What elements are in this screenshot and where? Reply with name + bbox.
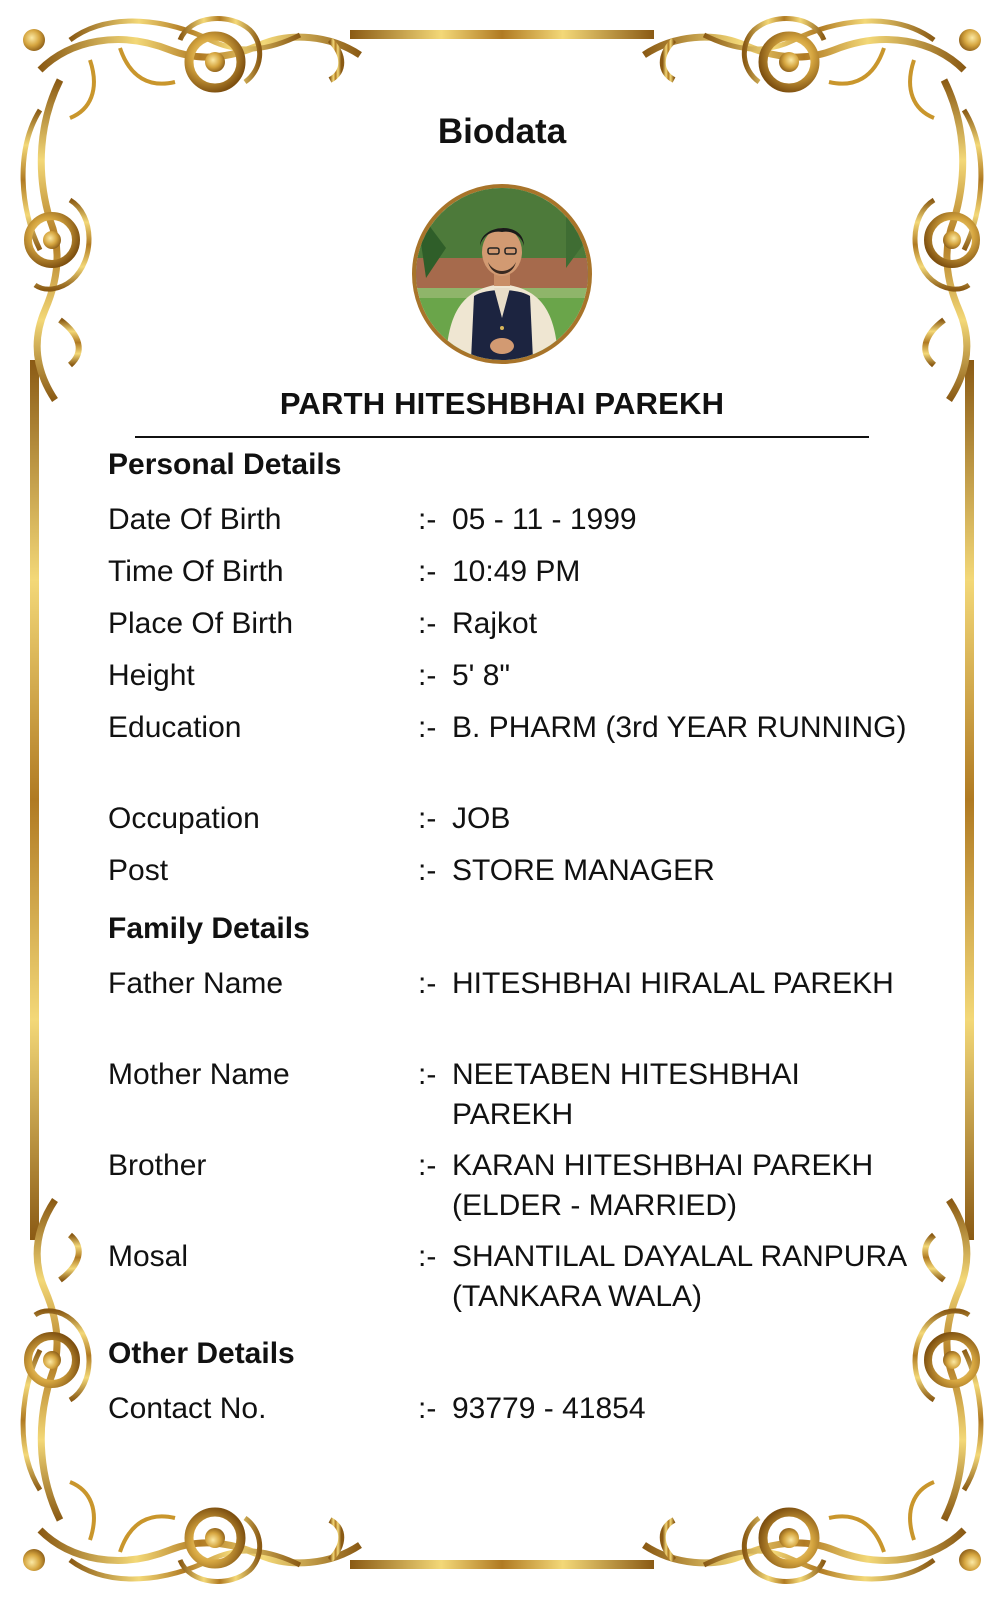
- family-details-heading: Family Details: [108, 912, 310, 945]
- row-value: HITESHBHAI HIRALAL PAREKH: [452, 967, 894, 1000]
- other-details-heading: Other Details: [108, 1337, 295, 1370]
- row-value: STORE MANAGER: [452, 854, 715, 887]
- profile-photo-icon: [416, 188, 588, 360]
- row-label: Mother Name: [108, 1058, 290, 1091]
- row-label: Contact No.: [108, 1392, 267, 1425]
- row-separator: :-: [418, 802, 437, 835]
- row-value: SHANTILAL DAYALAL RANPURA (TANKARA WALA): [452, 1240, 906, 1313]
- row-label: Height: [108, 659, 195, 692]
- row-label: Post: [108, 854, 169, 887]
- document-title: Biodata: [437, 112, 567, 151]
- row-value: 93779 - 41854: [452, 1392, 646, 1425]
- personal-details-heading: Personal Details: [108, 448, 342, 481]
- profile-photo: [412, 184, 592, 364]
- row-label: Place Of Birth: [108, 607, 294, 640]
- row-label: Education: [108, 711, 242, 744]
- row-label: Brother: [108, 1149, 207, 1182]
- row-value: 10:49 PM: [452, 555, 581, 588]
- row-separator: :-: [418, 555, 437, 588]
- row-separator: :-: [418, 1058, 437, 1091]
- row-separator: :-: [418, 1149, 437, 1182]
- row-value: 05 - 11 - 1999: [452, 503, 637, 536]
- row-value: JOB: [452, 802, 511, 835]
- row-separator: :-: [418, 503, 437, 536]
- row-value: KARAN HITESHBHAI PAREKH (ELDER - MARRIED): [452, 1149, 874, 1222]
- row-separator: :-: [418, 967, 437, 1000]
- row-separator: :-: [418, 1240, 437, 1273]
- row-value: Rajkot: [452, 607, 538, 640]
- candidate-name: PARTH HITESHBHAI PAREKH: [279, 386, 725, 421]
- row-value: B. PHARM (3rd YEAR RUNNING): [452, 711, 907, 744]
- row-value: 5' 8": [452, 659, 511, 692]
- row-label: Time Of Birth: [108, 555, 284, 588]
- row-separator: :-: [418, 711, 437, 744]
- row-separator: :-: [418, 854, 437, 887]
- row-separator: :-: [418, 659, 437, 692]
- row-value: NEETABEN HITESHBHAI PAREKH: [452, 1058, 800, 1131]
- row-separator: :-: [418, 607, 437, 640]
- name-divider: [135, 436, 869, 438]
- row-label: Mosal: [108, 1240, 189, 1273]
- row-label: Occupation: [108, 802, 260, 835]
- row-label: Father Name: [108, 967, 284, 1000]
- row-separator: :-: [418, 1392, 437, 1425]
- row-label: Date Of Birth: [108, 503, 282, 536]
